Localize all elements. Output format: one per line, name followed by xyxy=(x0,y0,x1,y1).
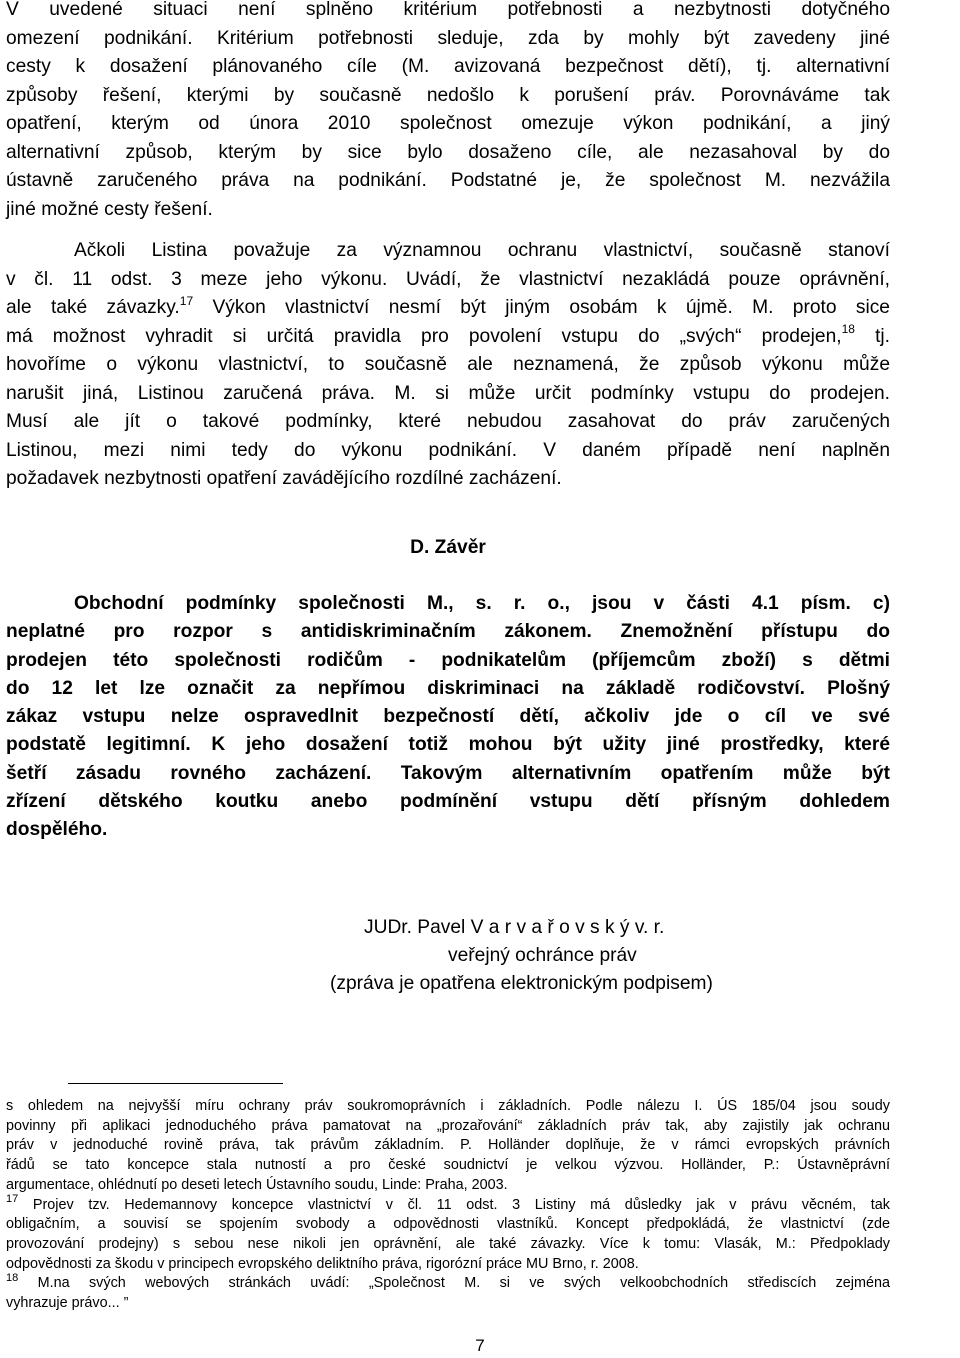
signatory-role: veřejný ochránce práv xyxy=(448,945,637,966)
paragraph-ownership xyxy=(6,237,890,494)
text-line: neplatné pro rozpor s antidiskriminačním zákonem. Znemožnění přístupu do xyxy=(6,621,890,643)
text-line: cesty k dosažení plánovaného cíle (M. avizovaná bezpečnost dětí), tj. alternativní xyxy=(6,56,890,77)
text-line: narušit jiná, Listinou zaručená práva. M. si může určit podmínky vstupu do prodejen. xyxy=(6,382,890,404)
footnote-separator xyxy=(68,1083,283,1084)
text-fragment: Projev tzv. Hedemannovy koncepce vlastnictví v čl. 11 odst. 3 Listiny má důsledky jak v právu věcném, tak xyxy=(18,1196,890,1213)
text-line: požadavek nezbytnosti opatření zavádějícího rozdílné zacházení. xyxy=(6,468,562,489)
footnote-line: povinny při aplikaci jednoduchého práva pamatovat na „prozařování“ základních práv tak, aby zajistily jak ochranu xyxy=(6,1117,890,1134)
text-line: Ačkoli Listina považuje za významnou ochranu vlastnictví, současně stanoví xyxy=(74,240,890,261)
text-line: způsoby řešení, kterými by současně nedošlo k porušení práv. Porovnáváme tak xyxy=(6,84,890,106)
text-line: ústavně zaručeného práva na podnikání. Podstatné je, že společnost M. nezvážila xyxy=(6,170,890,191)
page-number: 7 xyxy=(475,1336,485,1355)
text-line: jiné možné cesty řešení. xyxy=(6,198,213,220)
footnote-18 xyxy=(6,1271,890,1294)
text-fragment: Výkon vlastnictví nesmí být jiným osobám k újmě. M. proto sice xyxy=(193,297,890,318)
footnote-line: s ohledem na nejvyšší míru ochrany práv soukromoprávních i základních. Podle nálezu I. ÚS 185/04 jsou soudy xyxy=(6,1098,890,1114)
text-line: zřízení dětského koutku anebo podmínění vstupu dětí přísným dohledem xyxy=(6,791,890,813)
footnote-number: 17 xyxy=(6,1192,19,1205)
text-line: omezení podnikání. Kritérium potřebnosti sleduje, zda by mohly být zavedeny jiné xyxy=(6,27,890,49)
text-line xyxy=(6,294,890,323)
text-line: Musí ale jít o takové podmínky, které nebudou zasahovat do práv zaručených xyxy=(6,411,890,432)
text-line: opatření, kterým od února 2010 společnost omezuje výkon podnikání, a jiný xyxy=(6,113,890,134)
text-line: v čl. 11 odst. 3 meze jeho výkonu. Uvádí, že vlastnictví nezakládá pouze oprávnění, xyxy=(6,268,890,290)
text-line: hovoříme o výkonu vlastnictví, to současně ale neznamená, že způsob výkonu může xyxy=(6,354,890,375)
text-fragment: tj. xyxy=(854,325,890,347)
footnote-number: 18 xyxy=(6,1271,19,1284)
text-line: prodejen této společnosti rodičům - podnikatelům (příjemcům zboží) s dětmi xyxy=(6,649,890,671)
text-line: Obchodní podmínky společnosti M., s. r. o., jsou v části 4.1 písm. c) xyxy=(74,593,890,614)
text-line: alternativní způsob, kterým by sice bylo dosaženo cíle, ale nezasahoval by do xyxy=(6,141,890,163)
section-heading-conclusion: D. Závěr xyxy=(410,537,486,558)
text-line xyxy=(6,323,890,352)
paragraph-necessity-criterion xyxy=(6,0,890,224)
footnote-ref-17[interactable]: 17 xyxy=(179,293,194,308)
footnote-line: provozování prodejny) s sebou nese nikoli jen oprávnění, ale také závazky. Více k tomu: Vlasák, M.: Předpoklady xyxy=(6,1235,890,1252)
text-line: Listinou, mezi nimi tedy do výkonu podnikání. V daném případě není naplněn xyxy=(6,439,890,461)
text-fragment: má možnost vyhradit si určitá pravidla pro povolení vstupu do „svých“ prodejen, xyxy=(6,325,842,347)
footnote-line: argumentace, ohlédnutí po deseti letech Ústavního soudu, Linde: Praha, 2003. xyxy=(6,1176,508,1193)
text-line: zákaz vstupu nelze ospravedlnit bezpečností dětí, ačkoliv jde o cíl ve své xyxy=(6,706,890,728)
footnote-line: řádů se tato koncepce stala nutností a pro české soudnictví je velkou výzvou. Holländer, P.: Ústavněprávní xyxy=(6,1157,890,1174)
text-fragment: M.na svých webových stránkách uvádí: „Společnost M. si ve svých velkoobchodních střediscích zejména xyxy=(18,1275,890,1292)
footnote-line: práv v jednoduché rovině práva, tak právům základním. P. Holländer doplňuje, že v rámci evropských právních xyxy=(6,1137,890,1154)
text-line: šetří zásadu rovného zacházení. Takovým alternativním opatřením může být xyxy=(6,762,890,784)
conclusion-paragraph xyxy=(6,590,890,845)
e-signature-note: (zpráva je opatřena elektronickým podpisem) xyxy=(330,973,713,994)
footnotes xyxy=(6,1097,890,1314)
footnote-line: vyhrazuje právo... ” xyxy=(6,1295,129,1312)
text-line: do 12 let lze označit za nepřímou diskriminaci na základě rodičovství. Plošný xyxy=(6,677,890,699)
footnote-line: obligačním, a souvisí se spojením svobody a odpovědnosti vlastníků. Koncept předpokládá, že vlastnictví (zde xyxy=(6,1216,890,1233)
text-line: podstatě legitimní. K jeho dosažení totiž mohou být užity jiné prostředky, které xyxy=(6,734,890,756)
text-fragment: ale také závazky. xyxy=(6,297,180,318)
text-line: V uvedené situaci není splněno kritérium potřebnosti a nezbytnosti dotyčného xyxy=(6,0,890,20)
footnote-ref-18[interactable]: 18 xyxy=(841,322,855,337)
footnote-17 xyxy=(6,1192,890,1216)
footnote-line: odpovědnosti za škodu v principech evropského deliktního práva, rigorózní práce MU Brno, r. 2008. xyxy=(6,1255,639,1272)
signatory-name: JUDr. Pavel V a r v a ř o v s k ý v. r. xyxy=(364,917,665,938)
signature-block xyxy=(300,914,800,998)
text-line: dospělého. xyxy=(6,819,108,841)
